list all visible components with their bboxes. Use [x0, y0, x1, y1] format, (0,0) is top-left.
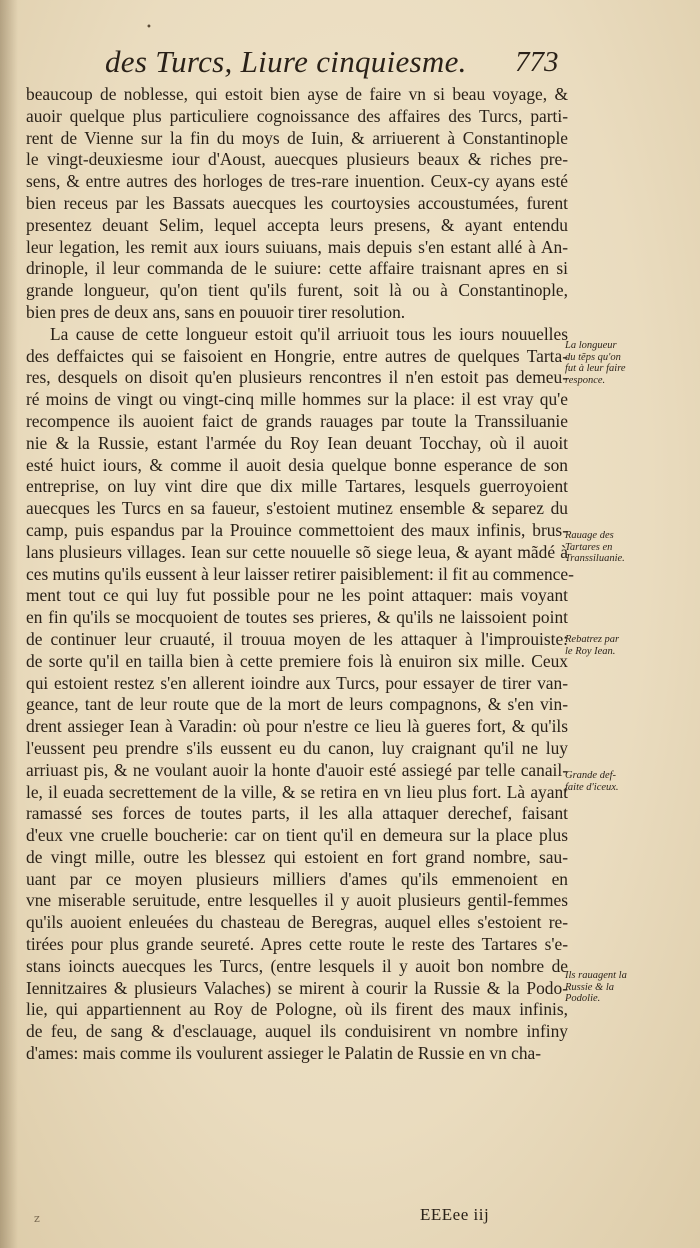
margin-note: [565, 634, 693, 657]
margin-note-line: du tẽps qu'on: [565, 351, 621, 363]
text-line: de continuer leur cruauté, il trouua moyen de les attaquer à l'improuiste:: [26, 628, 568, 649]
page-header: [105, 44, 565, 84]
text-line: geance, tant de leur route que de la mort de leurs compagnons, & s'en vin-: [26, 694, 568, 715]
text-line: drinople, il leur commanda de le suiure: cette affaire traisnant apres en si: [26, 258, 568, 279]
text-line: leur legation, les remit aux iours suiuans, mais depuis s'en estant allé à An-: [26, 236, 568, 257]
text-line: qui estoient restez s'en allerent ioindre aux Turcs, pour essayer de tirer van-: [26, 672, 568, 693]
text-line: recompence ils auoient faict de grands rauages par toute la Transsiluanie: [26, 410, 568, 431]
text-line: stans ioincts auecques les Turcs, (entre lesquels il y auoit bon nombre de: [26, 955, 568, 976]
margin-note-line: Ils rauagent la: [565, 970, 627, 981]
text-line: grande longueur, qu'on tient qu'ils furent, soit là ou à Constantinople,: [26, 280, 568, 301]
text-line: arriuast pis, & ne voulant auoir la honte d'auoir esté assiegé par telle canail-: [26, 759, 568, 780]
margin-note-line: Rauage des: [565, 530, 614, 541]
text-line: d'eux vne cruelle boucherie: car on tient qu'il en demeura sur la place plus: [26, 825, 568, 846]
margin-note: [565, 340, 693, 386]
text-line: des deffaictes qui se faisoient en Hongrie, entre autres de quelques Tarta-: [26, 345, 568, 366]
stray-mark: z: [34, 1212, 40, 1225]
margin-note-line: faite d'iceux.: [565, 781, 619, 793]
margin-note-line: fut à leur faire: [565, 363, 626, 374]
text-line: ré moins de vingt ou vingt-cinq mille hommes sur la place: il est vray qu'e: [26, 389, 568, 410]
margin-note: [565, 970, 693, 1005]
text-line: res, desquels on disoit qu'en plusieurs rencontres il n'en estoit pas demeu-: [26, 367, 568, 388]
margin-note-line: Tartares en: [565, 541, 613, 553]
margin-note-line: Grande def-: [565, 770, 617, 781]
text-line: drent assieger Iean à Varadin: où pour n'estre ce lieu là gueres fort, & qu'ils: [26, 716, 568, 737]
text-line: auoir quelque plus particuliere cognoissance des affaires des Turcs, parti-: [26, 105, 568, 126]
text-line: en fin qu'ils se mocquoient de toutes ses prieres, & qu'ils ne laissoient point: [26, 607, 568, 628]
text-line: de vingt mille, outre les blessez qui estoient en fort grand nombre, sau-: [26, 846, 568, 867]
text-line: le vingt-deuxiesme iour d'Aoust, auecques plusieurs beaux & riches pre-: [26, 149, 568, 170]
text-line: bien receus par les Bassats auecques les courtoysies accoustumées, furent: [26, 192, 568, 213]
text-line: nie & la Russie, estant l'armée du Roy Iean deuant Tocchay, où il auoit: [26, 432, 568, 453]
text-line: La cause de cette longueur estoit qu'il arriuoit tous les iours nouuelles: [50, 323, 568, 344]
fleuron-mark: •: [146, 22, 152, 33]
margin-note-line: La longueur: [565, 340, 617, 351]
signature-mark: EEEee iij: [420, 1205, 490, 1224]
running-title: des Turcs, Liure cinquiesme.: [105, 44, 467, 79]
text-line: qu'ils auoient enleuées du chasteau de Beregras, auquel elles s'estoient re-: [26, 912, 568, 933]
text-line: lans plusieurs villages. Iean sur cette nouuelle sõ siege leua, & ayant mãdé à: [26, 541, 568, 562]
text-line: esté huict iours, & comme il auoit desia quelque bonne esperance de son: [26, 454, 568, 475]
text-line: ramassé ses forces de toutes parts, il les alla attaquer derechef, faisant: [26, 803, 568, 824]
spine-shadow: [0, 0, 18, 1248]
text-line: beaucoup de noblesse, qui estoit bien ayse de faire vn si beau voyage, &: [26, 84, 568, 104]
text-line: uant par ce moyen plusieurs milliers d'ames qu'ils emmenoient en: [26, 868, 568, 889]
text-line: Iennitzaires & plusieurs Valaches) se mirent à courir la Russie & la Podo-: [26, 977, 568, 998]
margin-note-line: Podolie.: [565, 993, 601, 1004]
text-line: de feu, de sang & d'esclauage, auquel ils conduisirent vn nombre infiny: [26, 1021, 568, 1042]
margin-note-line: le Roy Iean.: [565, 645, 616, 657]
text-line: sens, & entre autres des horloges de tres-rare inuention. Ceux-cy ayans esté: [26, 171, 568, 192]
page-number: 773: [515, 46, 559, 78]
text-line: presentez deuant Selim, lequel accepta leurs presens, & ayant entendu: [26, 214, 568, 235]
text-line: ces mutins qu'ils eussent à leur laisser retirer paisiblement: il fit au commence-: [26, 563, 574, 584]
body-text: [26, 84, 574, 1065]
text-line: entreprise, on luy vint dire que dix mille Tartares, lesquels guerroyoient: [26, 476, 568, 497]
margin-note-line: responce.: [565, 374, 606, 386]
margin-note-line: Russie & la: [565, 981, 614, 993]
margin-note-line: Transsiluanie.: [565, 553, 625, 564]
text-line: rent de Vienne sur la fin du moys de Iuin, & arriuerent à Constantinople: [26, 127, 568, 148]
text-line: le, il euada secrettement de la ville, & se retira en vn lieu plus fort. Là ayant: [26, 781, 568, 802]
text-line: l'eussent peu prendre s'ils eussent eu du canon, luy craignant qu'il ne luy: [26, 737, 568, 758]
margin-note-line: Rebatrez par: [565, 634, 620, 645]
text-line: d'ames: mais comme ils voulurent assieger le Palatin de Russie en vn cha-: [26, 1043, 542, 1064]
text-line: tirées pour plus grande seureté. Apres cette route le reste des Tartares s'e-: [26, 934, 568, 955]
text-line: de sorte qu'il en tailla bien à cette premiere fois là enuiron six mille. Ceux: [26, 650, 568, 671]
margin-note: [565, 530, 693, 565]
text-line: lie, qui appartiennent au Roy de Pologne, où ils firent des maux infinis,: [26, 999, 568, 1020]
text-line: vne miserable seruitude, entre lesquelles il y auoit plusieurs gentil-femmes: [26, 890, 568, 911]
text-line: camp, puis espandus par la Prouince commettoient des maux infinis, brus-: [26, 519, 568, 540]
margin-note: [565, 770, 693, 793]
text-line: ment tout ce qui luy fut possible pour ne les point attaquer: mais voyant: [26, 585, 568, 606]
text-line: auecques les Turcs en sa faueur, s'estoient mutinez ensemble & separez du: [26, 498, 568, 519]
text-line: bien pres de deux ans, sans en pouuoir tirer resolution.: [26, 301, 406, 322]
